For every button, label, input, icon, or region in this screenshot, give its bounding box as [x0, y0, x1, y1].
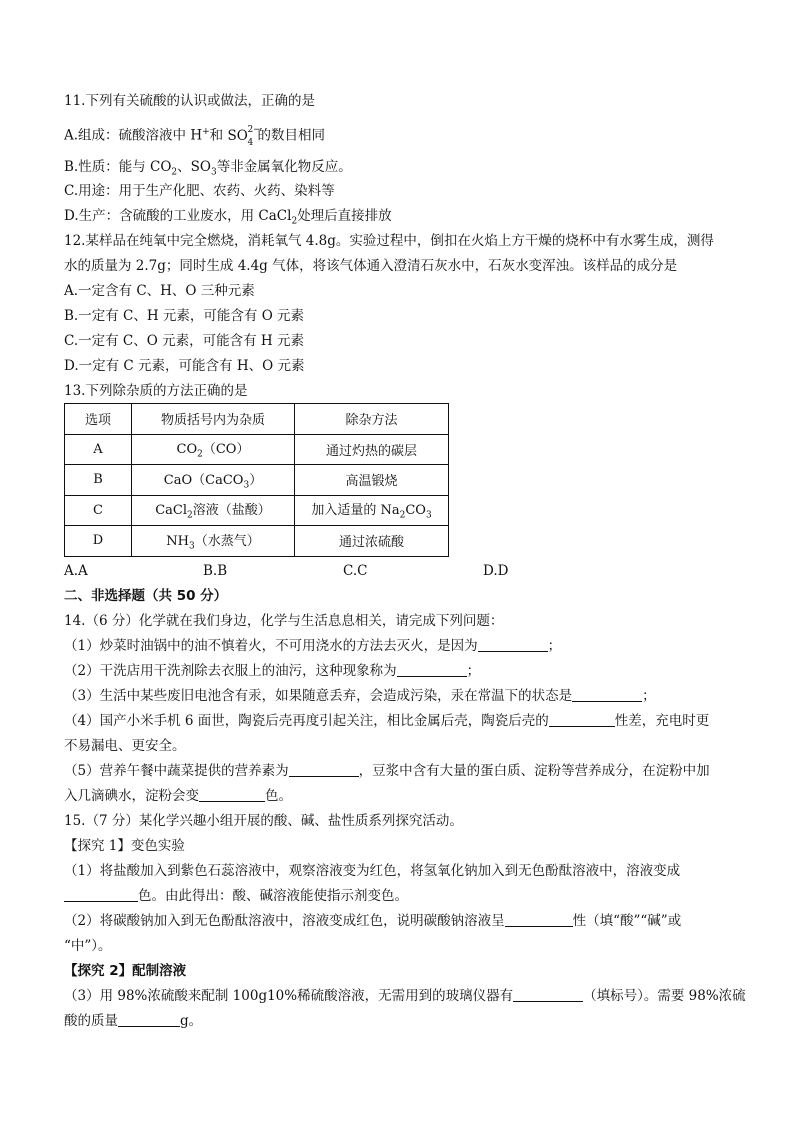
q14-stem: 14.（6 分）化学就在我们身边，化学与生活息息相关，请完成下列问题： [64, 613, 504, 629]
q15-explore2: 【探究 2】配制溶液 [64, 963, 187, 979]
q15-line2: （2）将碳酸钠加入到无色酚酞溶液中，溶液变成红色，说明碳酸钠溶液呈 性（填“酸”“碱”或 [64, 913, 682, 929]
answer-blank[interactable] [478, 637, 548, 652]
table-row [65, 465, 449, 496]
answer-blank[interactable] [549, 712, 615, 727]
q14-line2: （2）干洗店用干洗剂除去衣服上的油污，这种现象称为 ； [64, 663, 481, 679]
table-cell-option: B [65, 465, 132, 496]
table-cell-method: 加入适量的 $Na_2CO_3$ [295, 495, 449, 526]
q14-line4: （4）国产小米手机 6 面世，陶瓷后壳再度引起关注，相比金属后壳，陶瓷后壳的 性差，充电时更 [64, 713, 710, 729]
q13-choice-a: A.A [64, 563, 88, 579]
q11-option-b: B.性质：能与 $CO_2$、$SO_3$等非金属氧化物反应。 [64, 159, 352, 178]
table-cell-option: D [65, 526, 132, 557]
q15-line1-cont: 色。由此得出：酸、碱溶液能使指示剂变色。 [64, 887, 408, 905]
q14-line4-cont: 不易漏电、更安全。 [64, 738, 186, 754]
table-cell-substance: CaCl$_2$溶液（盐酸） [132, 495, 295, 526]
q13-stem: 13.下列除杂质的方法正确的是 [64, 383, 248, 399]
q15-line1: （1）将盐酸加入到紫色石蕊溶液中，观察溶液变为红色，将氢氧化钠加入到无色酚酞溶液中，溶液变成 [64, 863, 681, 879]
q11-a-and: 和 [209, 127, 224, 144]
answer-blank[interactable] [572, 687, 642, 702]
table-row [65, 495, 449, 526]
q12-option-c: C.一定有 C、O 元素，可能含有 H 元素 [64, 333, 304, 349]
answer-blank[interactable] [397, 662, 467, 677]
q11-a-post: 的数目相同 [257, 127, 325, 144]
q15-line2-cont: “中”）。 [64, 938, 112, 954]
q15-explore1: 【探究 1】变色实验 [64, 838, 185, 854]
answer-blank[interactable] [118, 1012, 180, 1027]
table-cell-method: 高温锻烧 [295, 465, 449, 496]
table-cell-option: A [65, 434, 132, 465]
q13-choice-d: D.D [483, 563, 509, 579]
table-cell-substance: CaO（CaCO$_3$） [132, 465, 295, 496]
q15-stem: 15.（7 分）某化学兴趣小组开展的酸、碱、盐性质系列探究活动。 [64, 813, 463, 829]
sulfate-ion: SO 2− 4 [227, 124, 261, 148]
table-cell-substance: $CO_2(CO)$ [132, 434, 295, 465]
answer-blank[interactable] [505, 912, 573, 927]
table-cell-method: 通过灼热的碳层 [295, 434, 449, 465]
q11-option-c: C.用途：用于生产化肥、农药、火药、染料等 [64, 183, 335, 199]
answer-blank[interactable] [289, 762, 359, 777]
section-title: 二、非选择题（共 50 分） [64, 588, 228, 604]
q12-option-b: B.一定有 C、H 元素，可能含有 O 元素 [64, 308, 305, 324]
q13-choice-c: C.C [343, 563, 368, 579]
q13-choice-b: B.B [203, 563, 228, 579]
q15-line3-cont: 酸的质量 g。 [64, 1013, 203, 1029]
q14-line1: （1）炒菜时油锅中的油不慎着火，不可用浇水的方法去灭火，是因为 ； [64, 638, 562, 654]
table-cell-substance: $NH_3$（水蒸气） [132, 526, 295, 557]
table-row [65, 526, 449, 557]
table-cell-method: 通过浓硫酸 [295, 526, 449, 557]
q11-stem: 11.下列有关硫酸的认识或做法，正确的是 [64, 93, 315, 109]
table-header-cell: 选项 [65, 404, 132, 435]
q15-line3: （3）用 98%浓硫酸来配制 100g10%稀硫酸溶液，无需用到的玻璃仪器有 （填标号）。需要 98%浓硫 [64, 988, 746, 1004]
table-row [65, 434, 449, 465]
q14-line3: （3）生活中某些废旧电池含有汞，如果随意丢弃，会造成污染，汞在常温下的状态是 ； [64, 688, 656, 704]
answer-blank[interactable] [199, 787, 265, 802]
q12-stem-line2: 水的质量为 2.7g；同时生成 4.4g 气体，将该气体通入澄清石灰水中，石灰水变浑浊。该样品的成分是 [64, 258, 678, 274]
q12-option-a: A.一定含有 C、H、O 三种元素 [64, 283, 255, 299]
q11-option-a [64, 123, 325, 148]
q11-a-plus: + [202, 127, 210, 137]
table-header-row [65, 404, 449, 435]
answer-blank[interactable] [64, 887, 138, 902]
q14-line5-cont: 入几滴碘水，淀粉会变 色。 [64, 788, 292, 804]
q12-option-d: D.一定有 C 元素，可能含有 H、O 元素 [64, 358, 305, 374]
answer-blank[interactable] [513, 987, 583, 1002]
table-header-cell: 除杂方法 [295, 404, 449, 435]
q13-table [64, 403, 449, 557]
q12-stem-line1: 12.某样品在纯氧中完全燃烧，消耗氧气 4.8g。实验过程中，倒扣在火焰上方干燥的烧杯中有水雾生成，测得 [64, 233, 714, 249]
table-header-cell: 物质括号内为杂质 [132, 404, 295, 435]
table-cell-option: C [65, 495, 132, 526]
q11-a-text: A.组成：硫酸溶液中 H [64, 127, 203, 144]
q14-line5: （5）营养午餐中蔬菜提供的营养素为 ，豆浆中含有大量的蛋白质、淀粉等营养成分，在淀粉中加 [64, 763, 710, 779]
q11-option-d: D.生产：含硫酸的工业废水，用 CaCl$_2$处理后直接排放 [64, 208, 392, 227]
